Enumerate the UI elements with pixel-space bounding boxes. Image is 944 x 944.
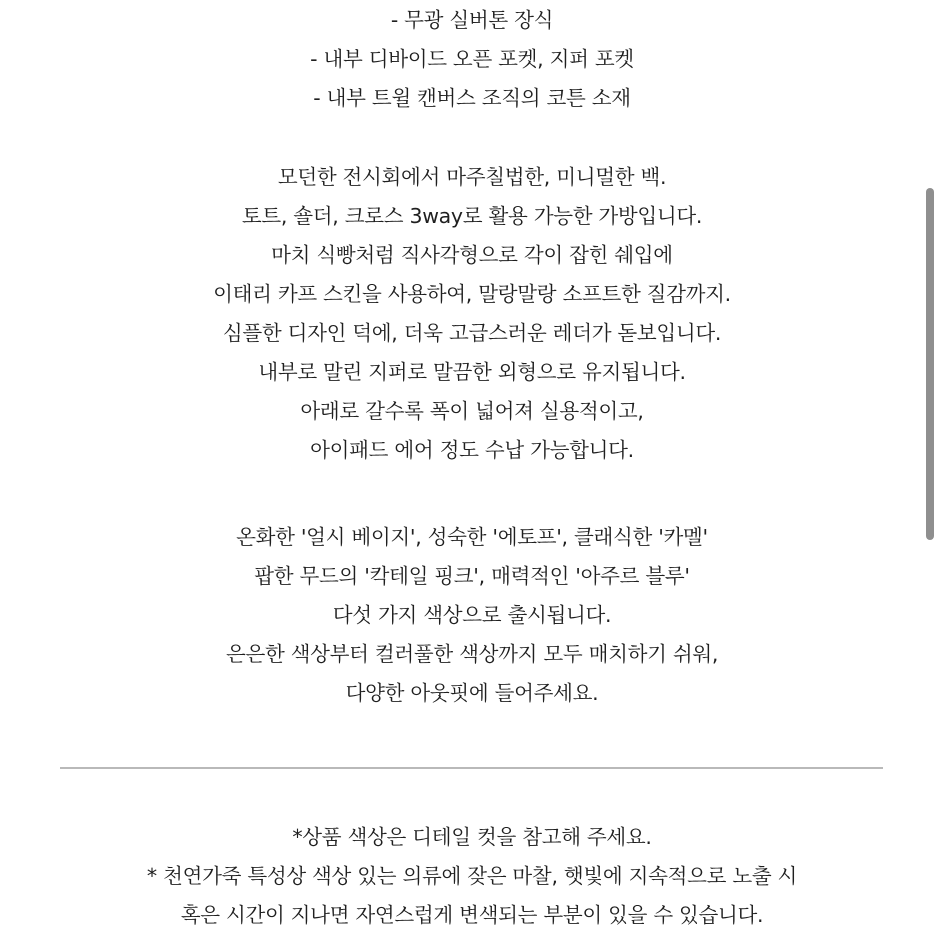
feature-item: - 무광 실버톤 장식 [390,8,554,32]
note-line: * 천연가죽 특성상 색상 있는 의류에 잦은 마찰, 햇빛에 지속적으로 노출 시 [146,864,798,888]
color-line: 은은한 색상부터 컬러풀한 색상까지 모두 매치하기 쉬워, [225,642,719,666]
color-options-paragraph [0,518,944,713]
color-line: 다섯 가지 색상으로 출시됩니다. [332,603,612,627]
description-line: 마치 식빵처럼 직사각형으로 각이 잡힌 쉐입에 [271,243,673,267]
description-line: 토트, 숄더, 크로스 3way로 활용 가능한 가방입니다. [241,204,703,228]
description-line: 내부로 말린 지퍼로 말끔한 외형으로 유지됩니다. [258,360,686,384]
description-line: 모던한 전시회에서 마주칠법한, 미니멀한 백. [277,165,667,189]
feature-item: - 내부 트윌 캔버스 조직의 코튼 소재 [313,86,631,110]
color-line: 온화한 '얼시 베이지', 성숙한 '에토프', 클래식한 '카멜' [236,525,708,549]
color-line: 팝한 무드의 '칵테일 핑크', 매력적인 '아주르 블루' [254,564,690,588]
note-line: *상품 색상은 디테일 컷을 참고해 주세요. [292,825,652,849]
feature-item: - 내부 디바이드 오픈 포켓, 지퍼 포켓 [310,47,634,71]
scrollbar-thumb[interactable] [926,188,934,540]
care-notes [0,818,944,935]
section-divider [60,767,883,769]
feature-list [0,1,944,118]
description-line: 심플한 디자인 덕에, 더욱 고급스러운 레더가 돋보입니다. [222,321,722,345]
color-line: 다양한 아웃핏에 들어주세요. [345,681,599,705]
note-line: 혹은 시간이 지나면 자연스럽게 변색되는 부분이 있을 수 있습니다. [180,903,764,927]
description-paragraph [0,158,944,470]
description-line: 아래로 갈수록 폭이 넓어져 실용적이고, [300,399,644,423]
description-line: 이태리 카프 스킨을 사용하여, 말랑말랑 소프트한 질감까지. [213,282,731,306]
description-line: 아이패드 에어 정도 수납 가능합니다. [310,438,634,462]
